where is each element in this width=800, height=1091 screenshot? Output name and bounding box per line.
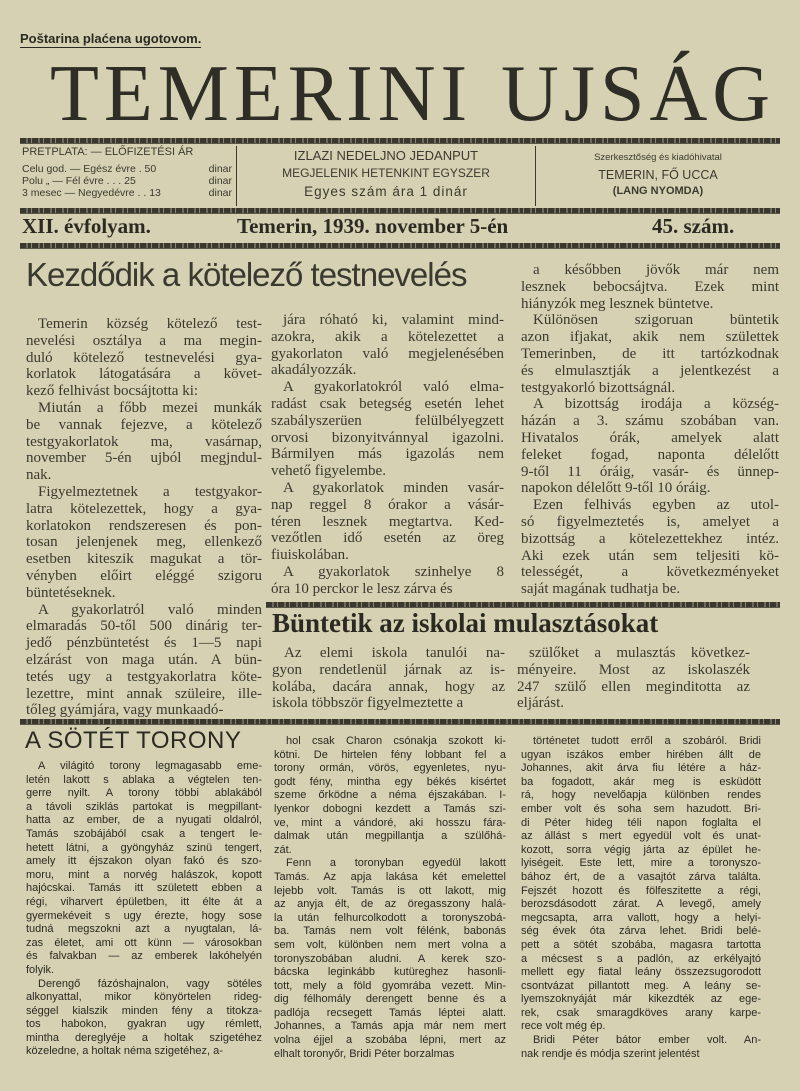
volume-number: XII. évfolyam. <box>22 214 151 238</box>
subscription-title: PRETPLATA: — ELŐFIZETÉSI ÁR <box>22 146 194 158</box>
text-line: elzárást von maga után. A bün- <box>26 651 262 668</box>
text-line: jára róható ki, valamint mind- <box>283 312 504 328</box>
text-line: tudná megszokni azt a nyugtalan, lá- <box>26 923 262 936</box>
subscription-period: Polu „ — Fél évre . . . 25 <box>22 175 136 187</box>
editorial-office: Szerkesztőség és kiadóhivatal <box>594 152 722 163</box>
text-line: kező felhivást bocsájtotta ki: <box>26 383 199 400</box>
text-line: kolába, dacára annak, hogy az <box>272 678 505 695</box>
text-line: tos habokon, gyakran ugy rémlett, <box>26 1018 262 1031</box>
single-issue-price: Egyes szám ára 1 dinár <box>304 184 468 199</box>
text-line: az állást s mert egyedül volt és unat- <box>521 830 761 843</box>
subscription-row <box>22 163 232 175</box>
issue-number: 45. szám. <box>652 214 735 238</box>
text-line: lezettre, mint annak szüleire, ille- <box>26 685 262 702</box>
text-line: közeledne, a holtak néma szigetéhez, a- <box>26 1045 223 1058</box>
text-line: A világitó torony legmagasabb eme- <box>38 760 262 772</box>
text-line: gerre nyilt. A torony többi ablakából <box>26 787 262 800</box>
text-line: lesznek bebocsájtva. Ezek mint <box>521 278 779 295</box>
subscription-row <box>22 175 232 187</box>
article1-column-3 <box>521 262 779 598</box>
text-line: Hivatalos órák, amelyek alatt <box>521 429 779 446</box>
text-line: a későbben jövők már nem <box>533 262 779 278</box>
article3-rule <box>20 719 780 725</box>
text-line: esetben kiteszik magukat a tör- <box>26 551 262 568</box>
text-line: saját magának tudhatja be. <box>521 581 681 598</box>
publication-frequency-sr: IZLAZI NEDELJNO JEDANPUT <box>293 148 479 163</box>
text-line: elmaradás 50-től 500 dinárig ter- <box>26 618 262 635</box>
editorial-box <box>536 146 780 206</box>
article1-column-2 <box>271 312 504 598</box>
text-line: eljárást. <box>517 695 565 712</box>
text-line: ba. Tamás nem volt félénk, babonás <box>274 925 506 938</box>
text-line: A gyakorlatok minden vasár- <box>283 479 504 496</box>
text-line: nak rendje és módja szerint jelentést <box>521 1047 700 1060</box>
text-line: kozott, sorra végig járta az épület he- <box>521 843 761 856</box>
text-line: zát. <box>274 843 292 856</box>
text-line: feleket fogad, naponta délelőtt <box>521 446 779 463</box>
text-line: pett a sötét szobába, magasra tartotta <box>521 938 761 951</box>
text-line: A gyakorlatok szinhelye 8 <box>283 563 504 580</box>
text-line: Johannes, akit árva fiu létére a ház- <box>521 762 761 775</box>
text-line: szülőket a mulasztás következ- <box>529 645 750 661</box>
article3-column-1 <box>26 760 262 1059</box>
text-line: la után felhurcolkodott a toronyszobá- <box>274 911 506 924</box>
text-line: ményeire. Most az iskolaszék <box>517 661 750 678</box>
publication-box <box>237 146 535 206</box>
text-line: akadályozzák. <box>271 362 357 379</box>
text-line: mellett egy fiatal leány összezsugorodott <box>521 966 761 979</box>
subscription-box <box>22 146 232 206</box>
text-line: testgyakorlatok ma, vasárnap, <box>26 433 262 450</box>
subscription-unit: dinar <box>208 175 232 187</box>
text-line: hatta az ember, de a nyugati oldalról, <box>26 814 262 827</box>
text-line: ség évek óta zárva lehet. Bridi belé- <box>521 925 761 938</box>
editorial-address: TEMERIN, FŐ UCCA <box>598 168 718 182</box>
text-line: nak. <box>26 467 52 484</box>
text-line: lyenkor dobogni kezdett a Tamás szi- <box>274 802 506 815</box>
text-line: alkonyattal, mikor könyörtelen rideg- <box>26 991 262 1004</box>
text-line: ba fogadott, akár meg is esküdött <box>521 775 761 788</box>
text-line: Az elemi iskola tanulói na- <box>284 645 505 661</box>
text-line: torony ormán, vörös, egyenletes, nyu- <box>274 762 506 775</box>
text-line: radást csak betegség esetén lehet <box>271 395 504 412</box>
text-line: vezőtlen idő esetén az öreg <box>271 530 504 547</box>
text-line: téren lesznek megtartva. Ked- <box>271 513 504 530</box>
text-line: Fejszét hozott és fölfeszitette a régi, <box>521 884 761 897</box>
text-line: Miután a főbb mezei munkák <box>38 399 262 416</box>
text-line: godt fény, mintha egy békés kisértet <box>274 775 506 788</box>
text-line: amely itt éjszakon olyan fakó és szo- <box>26 855 262 868</box>
text-line: lyiségeit. Este lett, mire a toronyszo- <box>521 857 761 870</box>
text-line: korlatok látogatására a követ- <box>26 366 262 383</box>
text-line: volna éjjel a szobába lépni, mert az <box>274 1034 506 1047</box>
text-line: berozsdásodott zárat. A levegő, amely <box>521 898 761 911</box>
text-line: hajócskai. Tamás itt született ebben a <box>26 882 262 895</box>
text-line: mintha dereglyéje a holtak szigetéhez <box>26 1031 262 1044</box>
text-line: rece volt még ép. <box>521 1020 606 1033</box>
article1-headline: Kezdődik a kötelező testnevelés <box>26 256 467 293</box>
text-line: nap reggel 8 órakor a vásár- <box>271 496 504 513</box>
text-line: zas életet, ami ott künn — városokban <box>26 936 262 949</box>
text-line: 9-től 11 óráig, vasár- és ünnep- <box>521 463 779 480</box>
text-line: gyermekéveit s ugy érezte, hogy sose <box>26 909 262 922</box>
text-line: Bármilyen más igazolás nem <box>271 446 504 463</box>
header-rule-bottom <box>20 243 780 249</box>
text-line: orvosi bizonyitvánnyal igazolni. <box>271 429 504 446</box>
text-line: régi, viharvert épületben, itt élte át a <box>26 895 262 908</box>
text-line: dig félhomály derengett benne és a <box>274 993 506 1006</box>
text-line: csontvázat pillantott meg. A leány se- <box>521 979 761 992</box>
text-line: büntetéseknek. <box>26 584 116 601</box>
text-line: azon ifjakat, akik nem születtek <box>521 329 779 346</box>
text-line: és falvakban — az emberek lakóhelyén <box>26 950 262 963</box>
text-line: Ezen felhivás egyben az utol- <box>533 497 779 514</box>
text-line: tosan jelenjenek meg, ellenkező <box>26 534 262 551</box>
text-line: latra kötelezettek, hogy a gya- <box>26 500 262 517</box>
masthead <box>50 50 775 138</box>
text-line: gyon rendetlenül járnak az is- <box>272 661 505 678</box>
text-line: séggel kialszik minden fény a titokza- <box>26 1004 262 1017</box>
article2-column-1 <box>272 645 505 712</box>
masthead-title-word1: TEMERINI <box>50 50 473 138</box>
text-line: Temerin község kötelező test- <box>38 316 262 332</box>
text-line: toronyszobában aludni. A kerek szo- <box>274 952 506 965</box>
text-line: lejebb volt. Tamás is ott lakott, mig <box>274 884 506 897</box>
subscription-period: Celu god. — Egész évre . 50 <box>22 163 157 175</box>
text-line: a távoli sziklás partokat is megpillant- <box>26 800 262 813</box>
text-line: vényben előirt eléggé szigoru <box>26 567 262 584</box>
text-line: ugyan iszákos ember hirében állt de <box>521 748 761 761</box>
text-line: lyemszoknyáját már kikezdték az ege- <box>521 993 761 1006</box>
text-line: Johannes, a Tamás apja már nem mert <box>274 1020 506 1033</box>
text-line: Derengő fázóshajnalon, vagy sötéles <box>38 977 262 990</box>
text-line: bához ért, de a vasajtót zárva találta. <box>521 870 761 883</box>
text-line: napokon délelőtt 9-től 10 óráig. <box>521 480 711 497</box>
text-line: kötni. De hirtelen fény lobbant fel a <box>274 748 506 761</box>
text-line: be vannak fejezve, a kötelező <box>26 416 262 433</box>
text-line: tőleg gyámjára, vagy munkaadó- <box>26 702 224 719</box>
masthead-title-word2: UJSÁG <box>501 50 775 138</box>
text-line: bácska leginkább kutüreghez hasonli- <box>274 966 506 979</box>
text-line: jedő pénzbüntetést és 1—5 napi <box>26 635 262 652</box>
text-line: Figyelmeztetnek a testgyakor- <box>38 483 262 500</box>
text-line: telességét, a következményeket <box>521 564 779 581</box>
text-line: szabályszerüen felülbélyegzett <box>271 412 504 429</box>
text-line: Aki ezek után sem teljesiti kö- <box>521 547 779 564</box>
text-line: Tamás szobájából csak a tengert le- <box>26 827 262 840</box>
text-line: tetés ugy a testgyakorlatra köte- <box>26 668 262 685</box>
text-line: november 5-én ujból megjndul- <box>26 450 262 467</box>
text-line: sem volt, különben nem mert volna a <box>274 938 506 951</box>
publication-frequency-hu: MEGJELENIK HETENKINT EGYSZER <box>282 166 490 180</box>
article1-column-1 <box>26 316 262 719</box>
text-line: elhalt toronyőr, Bridi Péter borzalmas <box>274 1047 455 1060</box>
text-line: azokra, akik a kötelezettet a <box>271 328 504 345</box>
subscription-period: 3 mesec — Negyedévre . . 13 <box>22 187 161 199</box>
postage-note: Poštarina plaćena ugotovom. <box>20 31 202 46</box>
text-line: és elmulasztják a jelentkezést a <box>521 362 779 379</box>
text-line: tott, mely a föld gyomrába vezett. Min- <box>274 979 506 992</box>
text-line: hiányzók meg lesznek büntetve. <box>521 295 714 312</box>
article3-column-2 <box>274 735 506 1061</box>
text-line: az anyja élt, de az öregasszony halá- <box>274 898 506 911</box>
text-line: hetett látni, a gyöngyház szinü tengert, <box>26 841 262 854</box>
text-line: testgyakorló bizottságnál. <box>521 379 676 396</box>
issue-date: Temerin, 1939. november 5-én <box>237 214 509 238</box>
text-line: Bridi Péter bátor ember volt. An- <box>533 1034 761 1047</box>
subscription-row <box>22 187 232 199</box>
text-line: Különösen szigoruan büntetik <box>533 312 779 329</box>
text-line: megcsapta, arra vallott, hogy a helyi- <box>521 911 761 924</box>
text-line: gyakorlaton való megjelenésében <box>271 345 504 362</box>
text-line: A gyakorlatokról való elma- <box>283 379 504 396</box>
text-line: só figyelmeztetés is, amelyet a <box>521 513 779 530</box>
text-line: 247 szülő ellen meginditotta az <box>517 678 750 695</box>
text-line: házán a 3. számu szobában van. <box>521 413 779 430</box>
text-line: iskola többször figyelmeztette a <box>272 695 464 712</box>
text-line: duló kötelező testnevelési gya- <box>26 349 262 366</box>
text-line: padlója recsegett Tamás léptei alatt. <box>274 1006 506 1019</box>
article3-headline: A SÖTÉT TORONY <box>25 727 242 754</box>
text-line: ember volt és soha sem hazudott. Bri- <box>521 802 761 815</box>
printer-name: (LANG NYOMDA) <box>612 185 704 197</box>
text-line: rá, hogy nevelőapja különben rendes <box>521 789 761 802</box>
header-rule-top <box>20 138 780 144</box>
article2-headline: Büntetik az iskolai mulasztásokat <box>272 608 659 638</box>
text-line: Fenn a toronyban egyedül lakott <box>286 857 506 870</box>
text-line: ve, mint a vándoré, aki hosszu fára- <box>274 816 506 829</box>
text-line: rek, csak smaragdköves arany karpe- <box>521 1006 761 1019</box>
text-line: vehető figyelembe. <box>271 463 386 480</box>
text-line: fiuiskolában. <box>271 547 349 564</box>
text-line: Temerinben, de itt tartózkodnak <box>521 345 779 362</box>
text-line: dalmak után megpillantja a szülőhá- <box>274 830 506 843</box>
article2-column-2 <box>517 645 750 712</box>
text-line: Tamás. Az apja lakása két emelettel <box>274 870 506 883</box>
text-line: di Péter hideg téli napon foglalta el <box>521 816 761 829</box>
article3-column-3 <box>521 735 761 1061</box>
text-line: szeme őrködne a néma éjszakában. I- <box>274 789 506 802</box>
text-line: nevelési osztálya a ma megin- <box>26 332 262 349</box>
subscription-unit: dinar <box>208 187 232 199</box>
subscription-unit: dinar <box>208 163 232 175</box>
text-line: folyik. <box>26 963 55 976</box>
text-line: óra 10 perckor le lesz zárva és <box>271 580 453 597</box>
text-line: korlatokon rendszeresen és pon- <box>26 517 262 534</box>
text-line: letén lakott s ablaka a végtelen ten- <box>26 773 262 786</box>
text-line: A gyakorlatról való minden <box>38 601 262 618</box>
text-line: moru, mint a norvég halászok, kopott <box>26 868 262 881</box>
text-line: A bizottság irodája a község- <box>533 396 779 413</box>
text-line: a mécsest s a padlón, az erkélyajtó <box>521 952 761 965</box>
text-line: történetet tudott erről a szobáról. Bridi <box>533 735 761 747</box>
text-line: bizottság a kötelezettekhez intéz. <box>521 530 779 547</box>
text-line: hol csak Charon csónakja szokott ki- <box>286 735 506 747</box>
